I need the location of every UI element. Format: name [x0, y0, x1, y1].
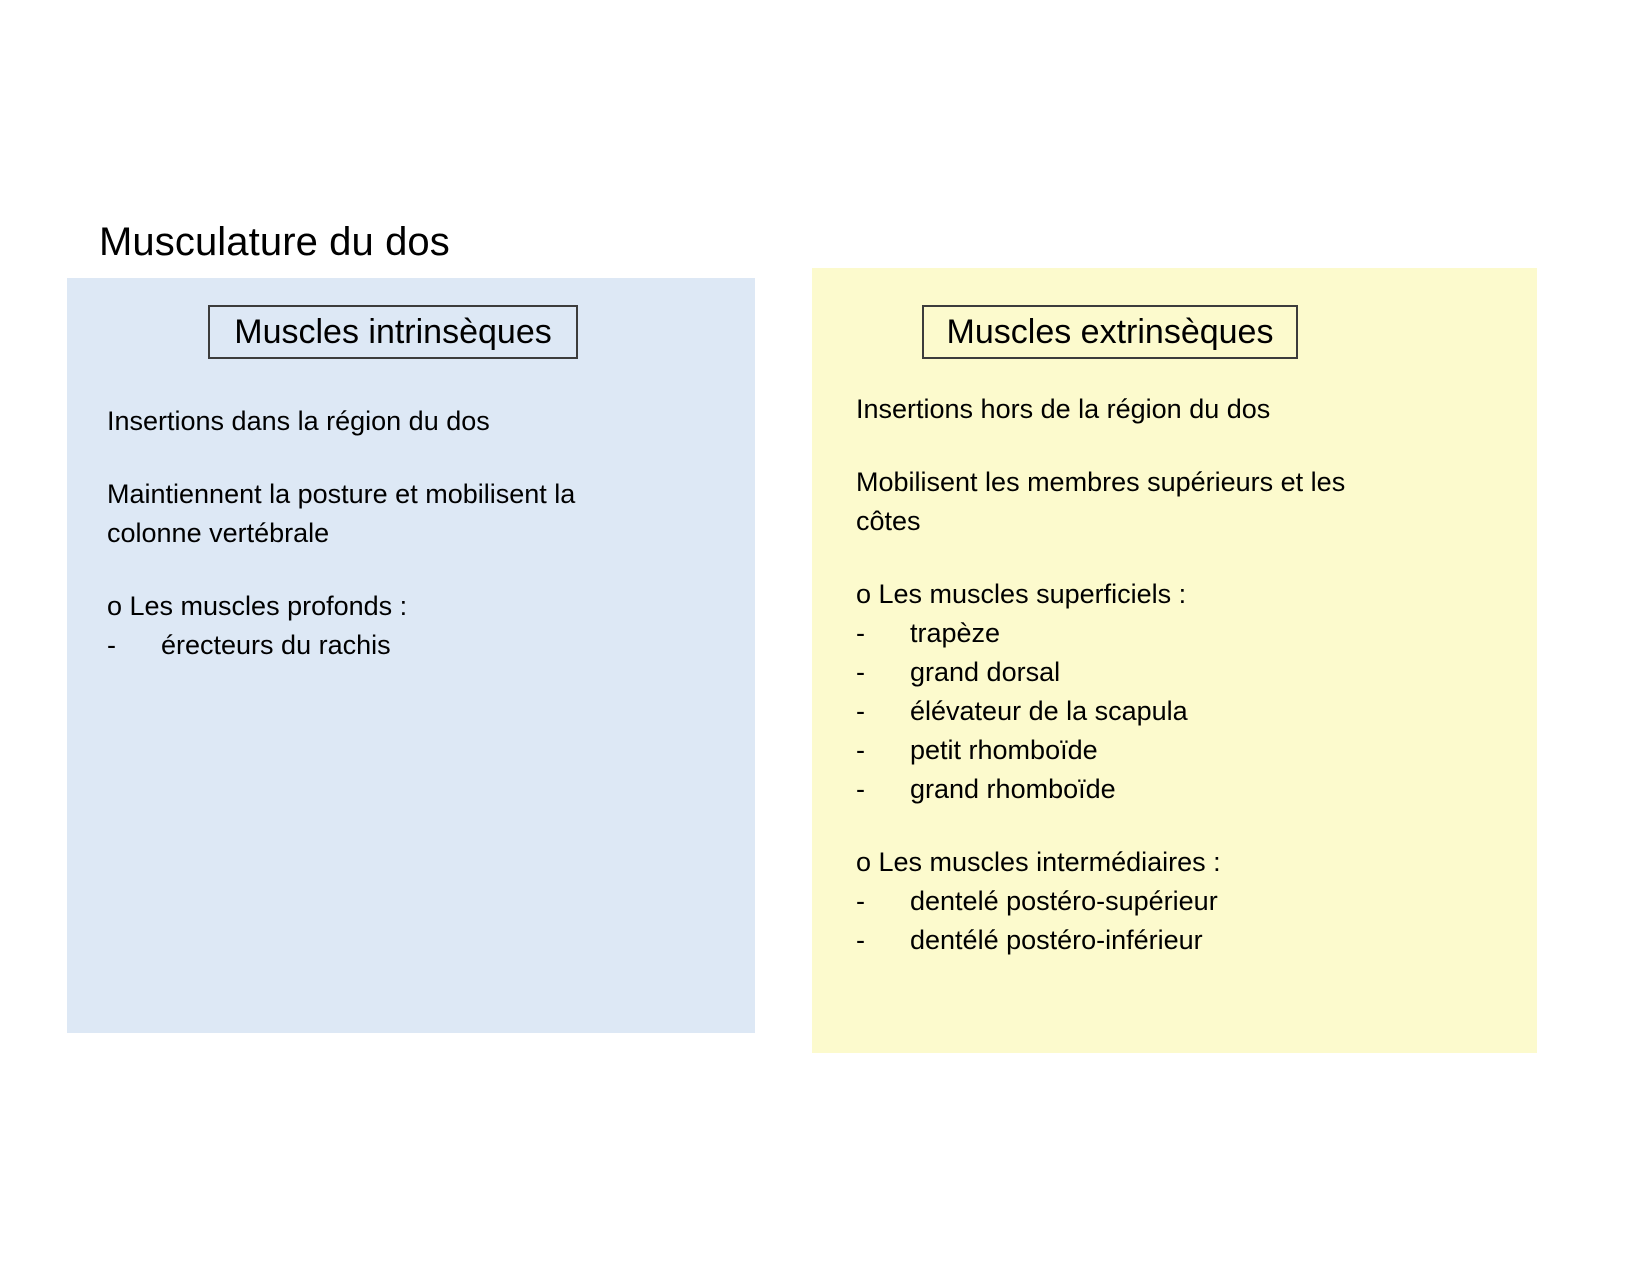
- heading-box-extrinsic-label: Muscles extrinsèques: [946, 313, 1274, 351]
- dash-bullet-icon: -: [856, 925, 865, 955]
- extrinsic-paragraph-1: Insertions hors de la région du dos: [856, 394, 1271, 424]
- list-item: [856, 731, 1416, 770]
- intrinsic-paragraph-1: Insertions dans la région du dos: [107, 406, 490, 436]
- intrinsic-group-deep-title: o Les muscles profonds :: [107, 591, 408, 621]
- extrinsic-group-superficial-title: o Les muscles superficiels :: [856, 579, 1187, 609]
- intrinsic-group-deep: [107, 587, 677, 665]
- list-item-label: dentelé postéro-supérieur: [910, 886, 1218, 916]
- list-item: [107, 626, 677, 665]
- list-item-label: grand rhomboïde: [910, 774, 1116, 804]
- list-item-label: trapèze: [910, 618, 1001, 648]
- heading-box-intrinsic-label: Muscles intrinsèques: [234, 313, 552, 351]
- extrinsic-group-intermediate-title: o Les muscles intermédiaires :: [856, 847, 1221, 877]
- dash-bullet-icon: -: [856, 618, 865, 648]
- list-item: [856, 770, 1416, 809]
- heading-box-extrinsic: [922, 305, 1298, 359]
- dash-bullet-icon: -: [107, 630, 116, 660]
- heading-box-intrinsic: [208, 305, 578, 359]
- list-item: [856, 882, 1416, 921]
- list-item: [856, 653, 1416, 692]
- panel-intrinsic-body: [107, 402, 677, 665]
- extrinsic-group-intermediate: [856, 843, 1416, 960]
- extrinsic-paragraph-2: Mobilisent les membres supérieurs et les côtes: [856, 467, 1346, 536]
- extrinsic-group-superficial: [856, 575, 1416, 809]
- extrinsic-group-superficial-list: [856, 614, 1416, 809]
- dash-bullet-icon: -: [856, 886, 865, 916]
- list-item-label: érecteurs du rachis: [161, 630, 391, 660]
- intrinsic-group-deep-list: [107, 626, 677, 665]
- list-item: [856, 692, 1416, 731]
- dash-bullet-icon: -: [856, 657, 865, 687]
- panel-extrinsic-body: [856, 390, 1416, 960]
- list-item: [856, 614, 1416, 653]
- dash-bullet-icon: -: [856, 735, 865, 765]
- dash-bullet-icon: -: [856, 774, 865, 804]
- dash-bullet-icon: -: [856, 696, 865, 726]
- page-title: Musculature du dos: [99, 220, 450, 264]
- intrinsic-paragraph-2: Maintiennent la posture et mobilisent la colonne vertébrale: [107, 479, 576, 548]
- list-item-label: élévateur de la scapula: [910, 696, 1188, 726]
- list-item-label: grand dorsal: [910, 657, 1061, 687]
- list-item-label: dentélé postéro-inférieur: [910, 925, 1203, 955]
- list-item: [856, 921, 1416, 960]
- extrinsic-group-intermediate-list: [856, 882, 1416, 960]
- list-item-label: petit rhomboïde: [910, 735, 1098, 765]
